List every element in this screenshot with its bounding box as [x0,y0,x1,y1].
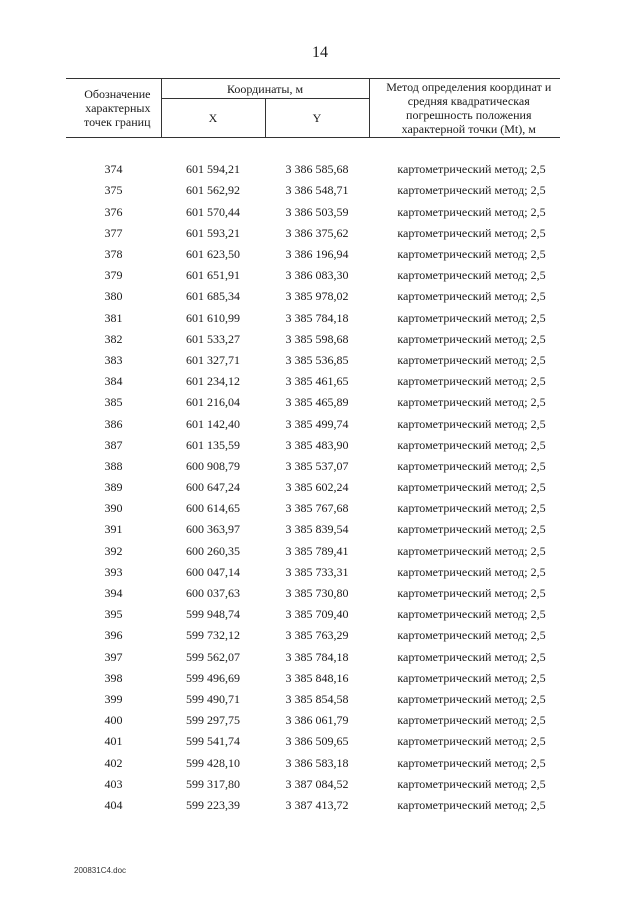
method-cell: картометрический метод; 2,5 [397,649,546,664]
point-id-cell: 398 [104,670,123,685]
point-id-cell: 404 [104,797,123,812]
point-id-cell: 397 [104,649,123,664]
x-coordinate-cell: 601 594,21 [186,162,240,177]
method-cell: картометрический метод; 2,5 [397,416,546,431]
x-coordinate-cell: 601 593,21 [186,225,240,240]
y-coordinate-cell: 3 385 839,54 [285,522,349,537]
method-cell: картометрический метод; 2,5 [397,543,546,558]
x-coordinate-cell: 601 216,04 [186,395,240,410]
y-coordinate-cell: 3 385 499,74 [285,416,349,431]
point-id-cell: 375 [104,183,123,198]
table-row [66,689,560,710]
header-method: Метод определения координат и средняя квадратическая погрешность положения характерной точки (Mt), м [369,79,560,138]
table-row [66,329,560,350]
x-coordinate-cell: 601 142,40 [186,416,240,431]
y-coordinate-cell: 3 386 196,94 [285,247,349,262]
y-coordinate-cell: 3 386 509,65 [285,734,349,749]
y-coordinate-cell: 3 386 583,18 [285,755,349,770]
header-x: X [161,99,265,138]
y-coordinate-cell: 3 385 784,18 [285,649,349,664]
x-coordinate-cell: 601 651,91 [186,268,240,283]
method-cell: картометрический метод; 2,5 [397,522,546,537]
table-row [66,604,560,625]
table-row [66,541,560,562]
point-id-cell: 376 [104,204,123,219]
table-row [66,647,560,668]
x-coordinate-cell: 601 610,99 [186,310,240,325]
point-id-cell: 391 [104,522,123,537]
method-cell: картометрический метод; 2,5 [397,628,546,643]
x-coordinate-cell: 599 948,74 [186,607,240,622]
table-row [66,371,560,392]
table-body [66,138,560,817]
method-cell: картометрический метод; 2,5 [397,395,546,410]
point-id-cell: 402 [104,755,123,770]
x-coordinate-cell: 599 490,71 [186,691,240,706]
method-cell: картометрический метод; 2,5 [397,480,546,495]
y-coordinate-cell: 3 385 854,58 [285,691,349,706]
method-cell: картометрический метод; 2,5 [397,162,546,177]
table-row [66,562,560,583]
table-row [66,435,560,456]
x-coordinate-cell: 600 908,79 [186,458,240,473]
method-cell: картометрический метод; 2,5 [397,374,546,389]
point-id-cell: 393 [104,564,123,579]
method-cell: картометрический метод; 2,5 [397,734,546,749]
x-coordinate-cell: 600 614,65 [186,501,240,516]
point-id-cell: 390 [104,501,123,516]
table-row [66,350,560,371]
method-cell: картометрический метод; 2,5 [397,268,546,283]
x-coordinate-cell: 600 647,24 [186,480,240,495]
page-number: 14 [312,44,328,61]
y-coordinate-cell: 3 385 978,02 [285,289,349,304]
x-coordinate-cell: 601 327,71 [186,352,240,367]
table-row [66,413,560,434]
x-coordinate-cell: 599 297,75 [186,713,240,728]
table-row [66,625,560,646]
point-id-cell: 378 [104,247,123,262]
method-cell: картометрический метод; 2,5 [397,183,546,198]
method-cell: картометрический метод; 2,5 [397,670,546,685]
table-row [66,731,560,752]
point-id-cell: 377 [104,225,123,240]
x-coordinate-cell: 601 570,44 [186,204,240,219]
table-row [66,180,560,201]
x-coordinate-cell: 599 562,07 [186,649,240,664]
point-id-cell: 380 [104,289,123,304]
y-coordinate-cell: 3 386 585,68 [285,162,349,177]
table-row [66,456,560,477]
y-coordinate-cell: 3 385 598,68 [285,331,349,346]
method-cell: картометрический метод; 2,5 [397,352,546,367]
y-coordinate-cell: 3 385 733,31 [285,564,349,579]
y-coordinate-cell: 3 385 789,41 [285,543,349,558]
point-id-cell: 394 [104,586,123,601]
method-cell: картометрический метод; 2,5 [397,247,546,262]
table-row [66,795,560,816]
point-id-cell: 385 [104,395,123,410]
y-coordinate-cell: 3 386 503,59 [285,204,349,219]
table-row [66,477,560,498]
table-row [66,202,560,223]
point-id-cell: 392 [104,543,123,558]
method-cell: картометрический метод; 2,5 [397,776,546,791]
x-coordinate-cell: 600 363,97 [186,522,240,537]
point-id-cell: 387 [104,437,123,452]
y-coordinate-cell: 3 385 763,29 [285,628,349,643]
method-cell: картометрический метод; 2,5 [397,225,546,240]
method-cell: картометрический метод; 2,5 [397,458,546,473]
point-id-cell: 400 [104,713,123,728]
x-coordinate-cell: 601 533,27 [186,331,240,346]
table-row [66,519,560,540]
x-coordinate-cell: 601 562,92 [186,183,240,198]
x-coordinate-cell: 600 047,14 [186,564,240,579]
header-coordinates: Координаты, м [161,79,369,99]
table-row [66,583,560,604]
x-coordinate-cell: 600 260,35 [186,543,240,558]
point-id-cell: 386 [104,416,123,431]
point-id-cell: 403 [104,776,123,791]
y-coordinate-cell: 3 387 084,52 [285,776,349,791]
point-id-cell: 374 [104,162,123,177]
table-row [66,265,560,286]
table-row [66,752,560,773]
method-cell: картометрический метод; 2,5 [397,204,546,219]
x-coordinate-cell: 599 428,10 [186,755,240,770]
y-coordinate-cell: 3 386 061,79 [285,713,349,728]
y-coordinate-cell: 3 385 602,24 [285,480,349,495]
method-cell: картометрический метод; 2,5 [397,607,546,622]
method-cell: картометрический метод; 2,5 [397,691,546,706]
table-header [66,79,560,138]
point-id-cell: 381 [104,310,123,325]
table-row [66,223,560,244]
method-cell: картометрический метод; 2,5 [397,797,546,812]
y-coordinate-cell: 3 385 848,16 [285,670,349,685]
table-row [66,308,560,329]
y-coordinate-cell: 3 385 461,65 [285,374,349,389]
y-coordinate-cell: 3 386 548,71 [285,183,349,198]
point-id-cell: 379 [104,268,123,283]
y-coordinate-cell: 3 385 536,85 [285,352,349,367]
point-id-cell: 382 [104,331,123,346]
y-coordinate-cell: 3 385 465,89 [285,395,349,410]
x-coordinate-cell: 599 223,39 [186,797,240,812]
point-id-cell: 389 [104,480,123,495]
x-coordinate-cell: 599 732,12 [186,628,240,643]
x-coordinate-cell: 601 623,50 [186,247,240,262]
table-row [66,710,560,731]
point-id-cell: 401 [104,734,123,749]
y-coordinate-cell: 3 385 709,40 [285,607,349,622]
point-id-cell: 384 [104,374,123,389]
table-row [66,392,560,413]
point-id-cell: 395 [104,607,123,622]
table-row [66,244,560,265]
footer-file-reference: 200831C4.doc [74,866,127,875]
y-coordinate-cell: 3 385 730,80 [285,586,349,601]
y-coordinate-cell: 3 385 767,68 [285,501,349,516]
header-point-designation: Обозначение характерных точек границ [66,79,161,138]
x-coordinate-cell: 601 234,12 [186,374,240,389]
method-cell: картометрический метод; 2,5 [397,289,546,304]
coordinates-table [66,78,560,816]
x-coordinate-cell: 601 135,59 [186,437,240,452]
table-row [66,774,560,795]
table-row [66,159,560,180]
table-row [66,498,560,519]
x-coordinate-cell: 599 541,74 [186,734,240,749]
x-coordinate-cell: 600 037,63 [186,586,240,601]
method-cell: картометрический метод; 2,5 [397,564,546,579]
y-coordinate-cell: 3 385 483,90 [285,437,349,452]
y-coordinate-cell: 3 386 083,30 [285,268,349,283]
method-cell: картометрический метод; 2,5 [397,586,546,601]
x-coordinate-cell: 601 685,34 [186,289,240,304]
method-cell: картометрический метод; 2,5 [397,755,546,770]
table-row [66,286,560,307]
point-id-cell: 396 [104,628,123,643]
point-id-cell: 399 [104,691,123,706]
method-cell: картометрический метод; 2,5 [397,713,546,728]
point-id-cell: 388 [104,458,123,473]
x-coordinate-cell: 599 496,69 [186,670,240,685]
method-cell: картометрический метод; 2,5 [397,437,546,452]
x-coordinate-cell: 599 317,80 [186,776,240,791]
y-coordinate-cell: 3 386 375,62 [285,225,349,240]
y-coordinate-cell: 3 385 784,18 [285,310,349,325]
table-row [66,668,560,689]
point-id-cell: 383 [104,352,123,367]
header-y: Y [265,99,369,138]
method-cell: картометрический метод; 2,5 [397,310,546,325]
y-coordinate-cell: 3 387 413,72 [285,797,349,812]
method-cell: картометрический метод; 2,5 [397,331,546,346]
table-spacer [66,138,560,160]
method-cell: картометрический метод; 2,5 [397,501,546,516]
y-coordinate-cell: 3 385 537,07 [285,458,349,473]
